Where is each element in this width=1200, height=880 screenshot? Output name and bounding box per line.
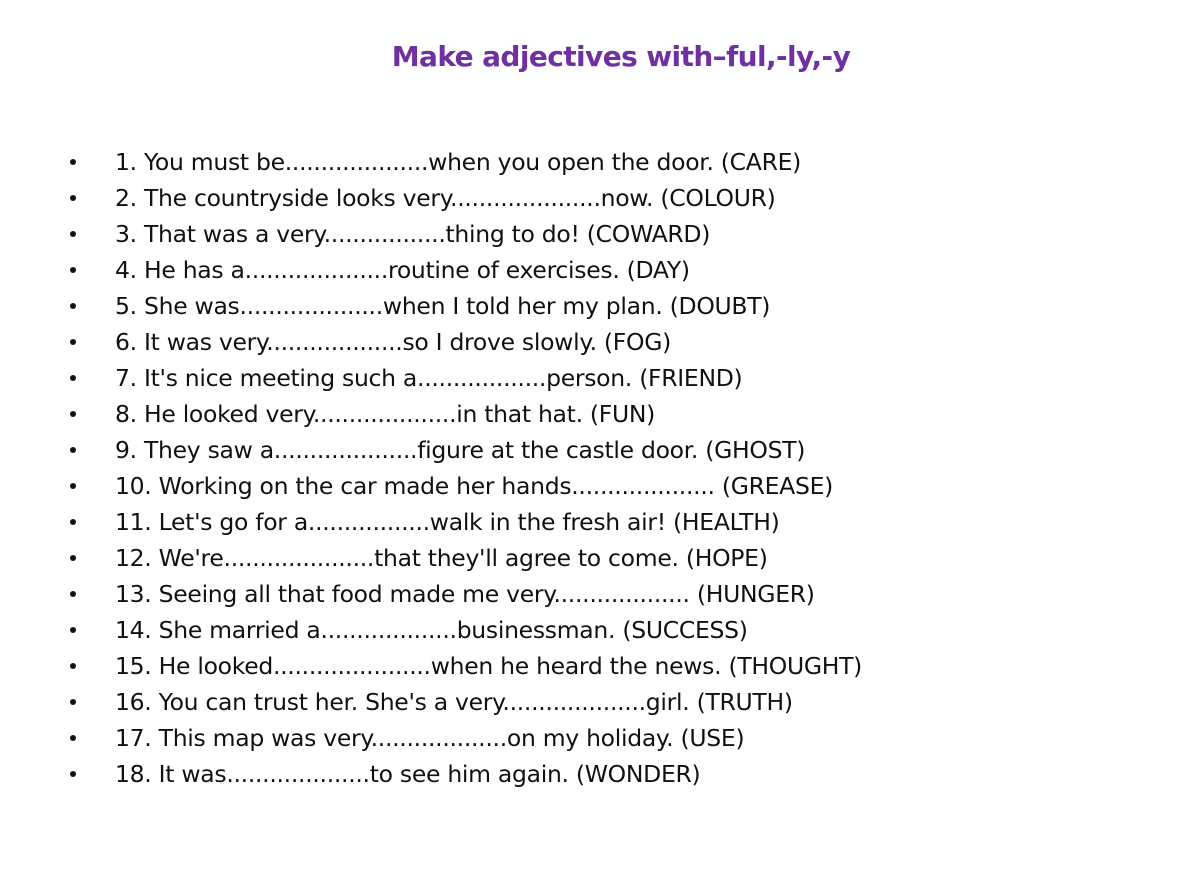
- exercise-sentence: 10. Working on the car made her hands.................... (GREASE): [115, 472, 833, 500]
- page-title: Make adjectives with–ful,-ly,-y: [391, 40, 851, 73]
- exercise-sentence: 7. It's nice meeting such a..................person. (FRIEND): [115, 364, 743, 392]
- exercise-sentence: 6. It was very...................so I drove slowly. (FOG): [115, 328, 671, 356]
- exercise-sentence: 18. It was....................to see him again. (WONDER): [115, 760, 701, 788]
- bullet-icon: [70, 447, 76, 453]
- bullet-icon: [70, 411, 76, 417]
- bullet-icon: [70, 591, 76, 597]
- bullet-icon: [70, 195, 76, 201]
- bullet-icon: [70, 339, 76, 345]
- exercise-sentence: 1. You must be....................when you open the door. (CARE): [115, 148, 802, 176]
- exercise-sentence: 2. The countryside looks very.....................now. (COLOUR): [115, 184, 776, 212]
- exercise-sentence: 14. She married a...................businessman. (SUCCESS): [115, 616, 748, 644]
- bullet-icon: [70, 483, 76, 489]
- exercise-sentence: 9. They saw a....................figure at the castle door. (GHOST): [115, 436, 806, 464]
- bullet-icon: [70, 267, 76, 273]
- exercise-sentence: 4. He has a....................routine of exercises. (DAY): [115, 256, 690, 284]
- bullet-icon: [70, 303, 76, 309]
- bullet-icon: [70, 627, 76, 633]
- exercise-sentence: 16. You can trust her. She's a very....................girl. (TRUTH): [115, 688, 793, 716]
- exercise-sentence: 13. Seeing all that food made me very................... (HUNGER): [115, 580, 815, 608]
- exercise-sentence: 12. We're.....................that they'll agree to come. (HOPE): [115, 544, 768, 572]
- bullet-icon: [70, 375, 76, 381]
- exercise-sentence: 11. Let's go for a.................walk in the fresh air! (HEALTH): [115, 508, 780, 536]
- bullet-icon: [70, 159, 76, 165]
- bullet-icon: [70, 231, 76, 237]
- bullet-icon: [70, 555, 76, 561]
- exercise-sentence: 5. She was....................when I told her my plan. (DOUBT): [115, 292, 771, 320]
- exercise-sentence: 17. This map was very...................on my holiday. (USE): [115, 724, 745, 752]
- exercise-sentence: 8. He looked very....................in that hat. (FUN): [115, 400, 656, 428]
- bullet-icon: [70, 663, 76, 669]
- bullet-icon: [70, 519, 76, 525]
- exercise-sentence: 3. That was a very.................thing to do! (COWARD): [115, 220, 711, 248]
- bullet-icon: [70, 771, 76, 777]
- bullet-icon: [70, 699, 76, 705]
- bullet-icon: [70, 735, 76, 741]
- exercise-sentence: 15. He looked......................when he heard the news. (THOUGHT): [115, 652, 863, 680]
